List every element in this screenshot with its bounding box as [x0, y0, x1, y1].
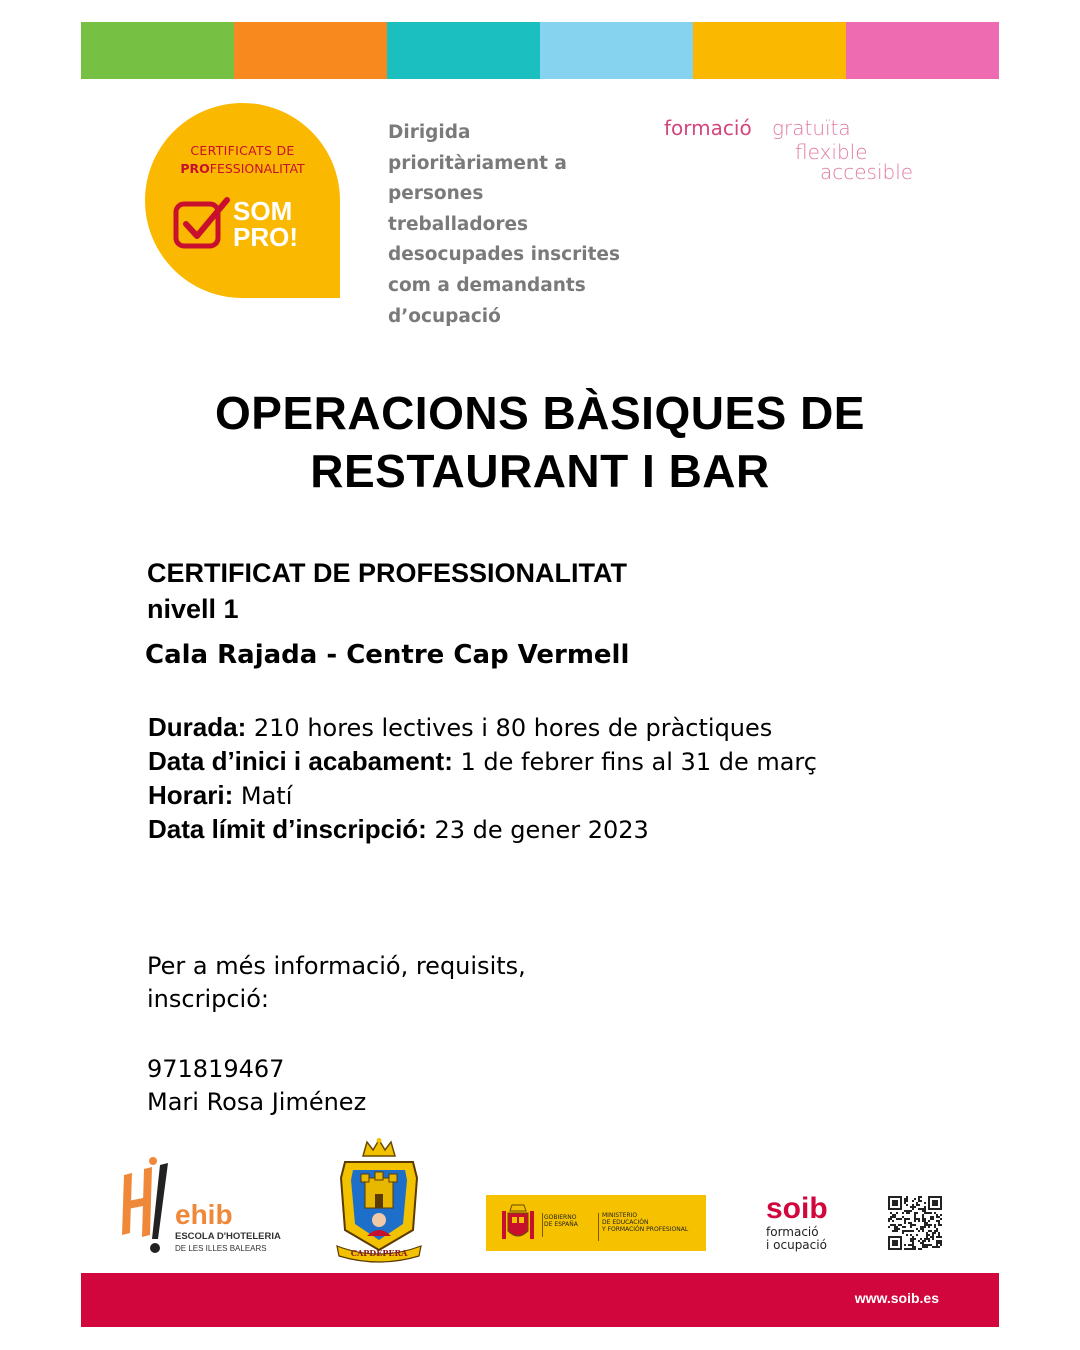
stripe-segment — [693, 22, 846, 79]
gov-right-text: MINISTERIO DE EDUCACIÓN Y FORMACIÓN PROFESIONAL — [602, 1212, 689, 1233]
ehib-logo — [120, 1155, 290, 1255]
location: Cala Rajada - Centre Cap Vermell — [145, 640, 630, 670]
ehib-h-mark-icon — [120, 1155, 180, 1255]
top-color-stripe — [81, 22, 999, 79]
slogan-word3: flexible — [795, 140, 868, 164]
slogan — [664, 118, 934, 188]
contact-name: Mari Rosa Jiménez — [147, 1088, 367, 1116]
slogan-word4: accesible — [820, 160, 914, 184]
soib-line2: i ocupació — [766, 1238, 827, 1252]
contact-block — [147, 1053, 366, 1119]
slogan-word2: gratuïta — [772, 116, 851, 140]
stripe-segment — [540, 22, 693, 79]
deadline-row: Data límit d’inscripció: 23 de gener 2023 — [148, 814, 649, 844]
website-link[interactable]: www.soib.es — [854, 1290, 939, 1306]
badge-line1: CERTIFICATS DE — [190, 143, 295, 158]
soib-line1: formació — [766, 1225, 819, 1239]
certificate-info — [147, 555, 627, 627]
gov-divider-2 — [598, 1213, 599, 1241]
som-pro-badge — [145, 103, 340, 298]
course-title-line1: OPERACIONS BÀSIQUES DE — [215, 387, 865, 439]
capdepera-coat-of-arms — [333, 1138, 425, 1266]
contact-phone: 971819467 — [147, 1055, 285, 1083]
schedule-row: Horari: Matí — [148, 780, 293, 810]
spain-coat-of-arms-icon — [498, 1201, 538, 1245]
qr-code[interactable] — [888, 1196, 942, 1250]
target-audience-text: Dirigida prioritàriament a persones treballadores desocupades inscrites com a demandants d’ocupació — [388, 122, 620, 327]
course-title-line2: RESTAURANT I BAR — [310, 445, 770, 497]
certificate-level: nivell 1 — [147, 594, 239, 624]
ehib-name: ehib — [175, 1199, 233, 1230]
dates-row: Data d’inici i acabament: 1 de febrer fins al 31 de març — [148, 746, 817, 776]
gov-left-text: GOBIERNO DE ESPAÑA — [544, 1214, 578, 1228]
course-details — [148, 711, 908, 847]
ehib-line2: DE LES ILLES BALEARS — [175, 1244, 267, 1253]
badge-line2: PROFESSIONALITAT — [180, 161, 305, 176]
stripe-segment — [234, 22, 387, 79]
slogan-word1: formació — [664, 116, 752, 140]
checkbox-check-icon — [173, 196, 233, 252]
ehib-line1: ESCOLA D'HOTELERIA — [175, 1231, 281, 1242]
som-pro-text: SOM PRO! — [233, 196, 298, 252]
capdepera-label: CAPDEPERA — [350, 1248, 408, 1258]
stripe-segment — [387, 22, 540, 79]
gov-divider — [542, 1213, 543, 1237]
more-info-text: Per a més informació, requisits, inscripció: — [147, 952, 526, 1013]
duration-row: Durada: 210 hores lectives i 80 hores de pràctiques — [148, 712, 773, 742]
stripe-segment — [846, 22, 999, 79]
gobierno-espana-logo — [486, 1195, 706, 1251]
certificate-line1: CERTIFICAT DE PROFESSIONALITAT — [147, 558, 627, 588]
stripe-segment — [81, 22, 234, 79]
soib-logo — [766, 1194, 828, 1252]
course-title — [100, 384, 980, 500]
soib-name: soib — [766, 1192, 828, 1225]
